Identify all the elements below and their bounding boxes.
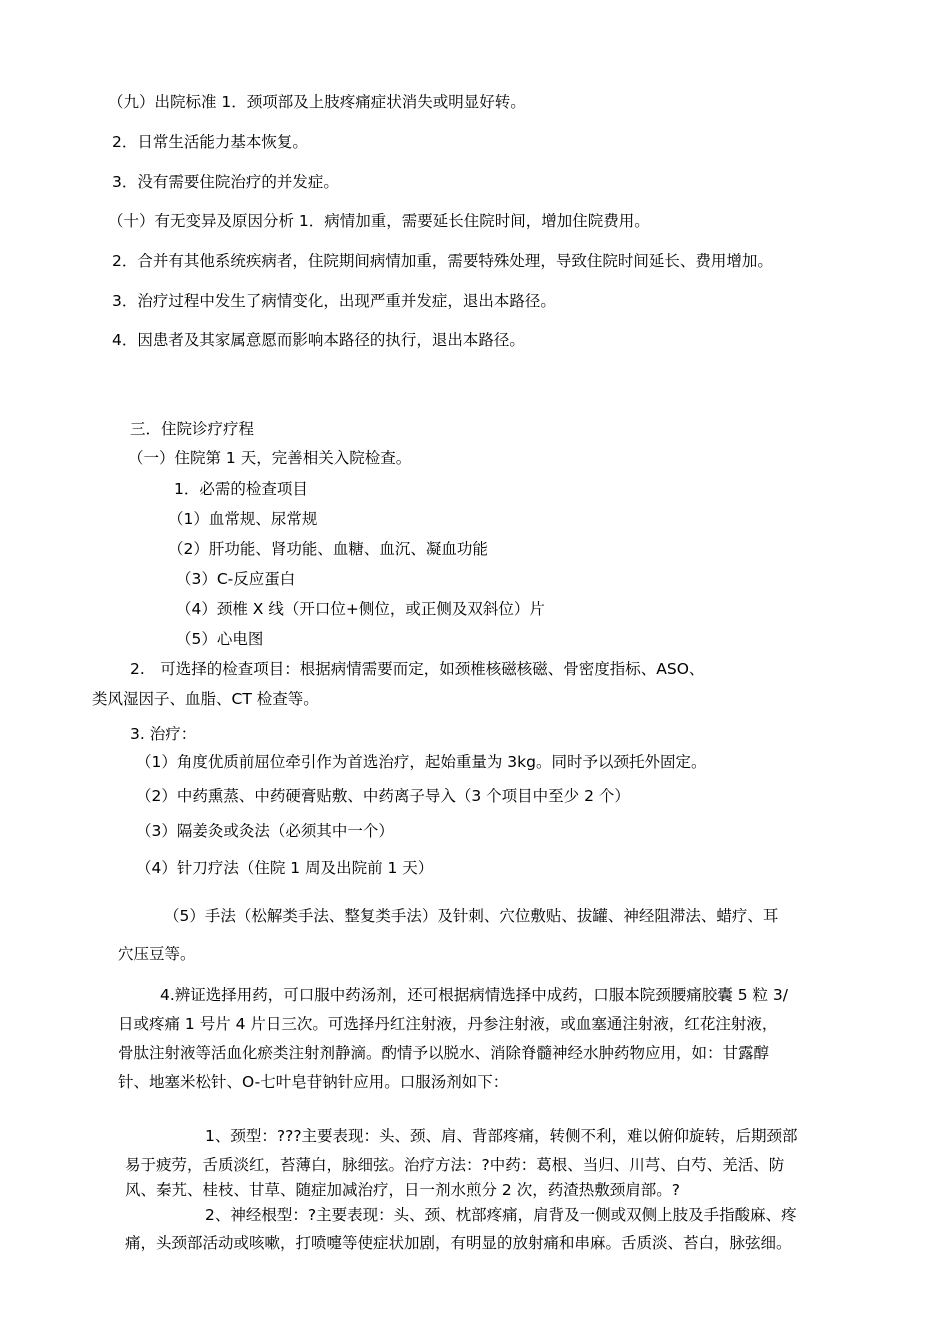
optional-exam-line-1: 2. 可选择的检查项目：根据病情需要而定，如颈椎核磁核磁、骨密度指标、ASO、	[130, 660, 705, 678]
variation-line-1: （十）有无变异及原因分析 1．病情加重，需要延长住院时间，增加住院费用。	[108, 212, 650, 230]
neck-type-line-2: 易于疲劳，舌质淡红，苔薄白，脉细弦。治疗方法：?中药：葛根、当归、川芎、白芍、羌活、防	[125, 1156, 785, 1174]
required-exam-item: （5）心电图	[176, 630, 264, 648]
required-exam-item: （4）颈椎 X 线（开口位+侧位，或正侧及双斜位）片	[176, 600, 545, 618]
required-exam-item: （2）肝功能、肾功能、血糖、血沉、凝血功能	[168, 540, 488, 558]
medication-line-1: 4.辨证选择用药，可口服中药汤剂，还可根据病情选择中成药，口服本院颈腰痛胶囊 5 粒 3/	[160, 986, 789, 1004]
neck-type-line-1: 1、颈型：???主要表现：头、颈、肩、背部疼痛，转侧不利，难以俯仰旋转，后期颈部	[205, 1127, 798, 1145]
required-exam-item: （1）血常规、尿常规	[168, 510, 318, 528]
treatment-title: 3. 治疗：	[130, 725, 197, 743]
neck-type-line-3: 风、秦艽、桂枝、甘草、随症加减治疗，日一剂水煎分 2 次，药渣热敷颈肩部。?	[125, 1181, 680, 1199]
optional-exam-line-2: 类风湿因子、血脂、CT 检查等。	[92, 690, 319, 708]
required-exam-title: 1．必需的检查项目	[174, 480, 308, 498]
treatment-item: （3）隔姜灸或灸法（必须其中一个）	[136, 822, 394, 840]
root-type-line-2: 痛，头颈部活动或咳嗽，打喷嚏等使症状加剧，有明显的放射痛和串麻。舌质淡、苔白，脉弦细。	[125, 1234, 792, 1252]
discharge-criteria-line-1: （九）出院标准 1．颈项部及上肢疼痛症状消失或明显好转。	[108, 93, 526, 111]
discharge-criteria-line-3: 3．没有需要住院治疗的并发症。	[112, 173, 339, 191]
treatment-item-5-line-1: （5）手法（松解类手法、整复类手法）及针刺、穴位敷贴、拔罐、神经阻滞法、蜡疗、耳	[164, 907, 779, 925]
treatment-item: （1）角度优质前屈位牵引作为首选治疗，起始重量为 3kg。同时予以颈托外固定。	[136, 753, 707, 771]
treatment-item: （2）中药熏蒸、中药硬膏贴敷、中药离子导入（3 个项目中至少 2 个）	[136, 787, 630, 805]
variation-line-4: 4．因患者及其家属意愿而影响本路径的执行，退出本路径。	[112, 331, 525, 349]
variation-line-2: 2．合并有其他系统疾病者，住院期间病情加重，需要特殊处理，导致住院时间延长、费用增加。	[112, 252, 773, 270]
required-exam-item: （3）C-反应蛋白	[176, 570, 296, 588]
treatment-item: （4）针刀疗法（住院 1 周及出院前 1 天）	[136, 859, 434, 877]
section-heading: 三．住院诊疗疗程	[130, 420, 255, 438]
root-type-line-1: 2、神经根型：?主要表现：头、颈、枕部疼痛，肩背及一侧或双侧上肢及手指酸麻、疼	[205, 1206, 797, 1224]
medication-line-2: 日或疼痛 1 号片 4 片日三次。可选择丹红注射液，丹参注射液，或血塞通注射液，红花注射液，	[118, 1015, 778, 1033]
medication-line-4: 针、地塞米松针、O-七叶皂苷钠针应用。口服汤剂如下：	[118, 1073, 509, 1091]
discharge-criteria-line-2: 2．日常生活能力基本恢复。	[112, 133, 308, 151]
variation-line-3: 3．治疗过程中发生了病情变化，出现严重并发症，退出本路径。	[112, 292, 556, 310]
medication-line-3: 骨肽注射液等活血化瘀类注射剂静滴。酌情予以脱水、消除脊髓神经水肿药物应用，如：甘露醇	[118, 1044, 770, 1062]
day1-line: （一）住院第 1 天，完善相关入院检查。	[128, 449, 412, 467]
treatment-item-5-line-2: 穴压豆等。	[118, 945, 196, 963]
